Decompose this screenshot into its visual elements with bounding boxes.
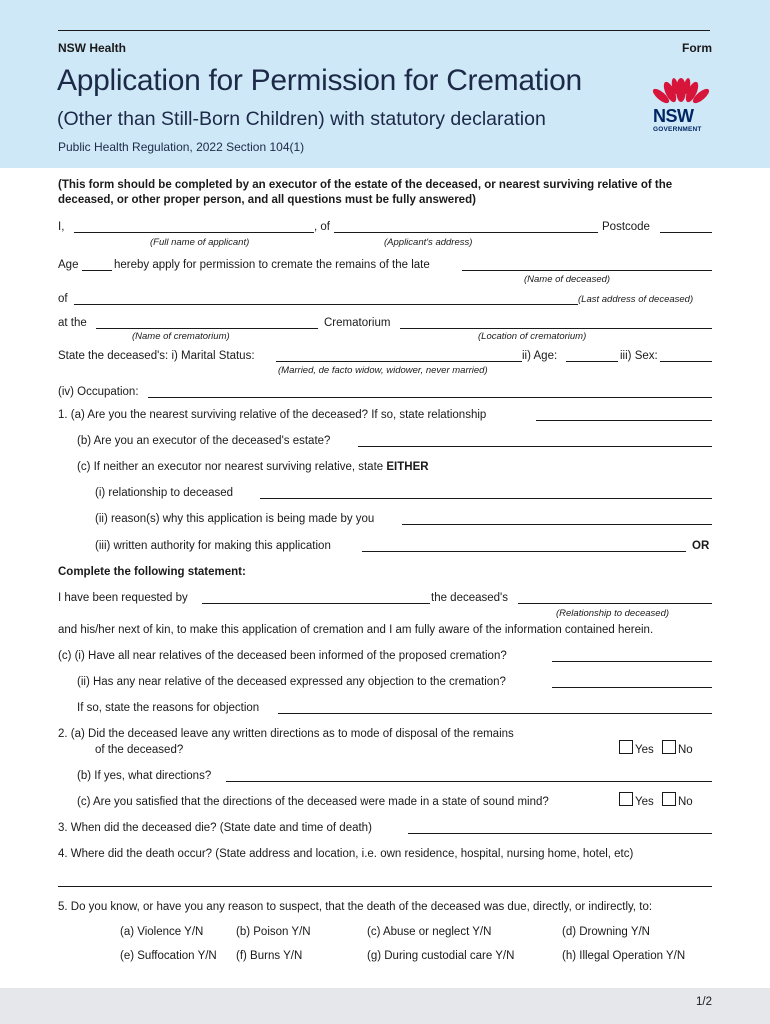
crematorium-name-hint: (Name of crematorium) <box>132 331 230 342</box>
requested-by-field[interactable] <box>202 603 430 604</box>
footer-band <box>0 988 770 1024</box>
q4-label: 4. Where did the death occur? (State address and location, i.e. own residence, hospital, nursing home, hotel, etc) <box>58 848 634 860</box>
regulation-reference: Public Health Regulation, 2022 Section 104(1) <box>58 140 305 154</box>
deceaseds-label: the deceased's <box>431 592 509 604</box>
of-label: , of <box>314 221 330 233</box>
q5-option-c: (c) Abuse or neglect Y/N <box>367 926 492 938</box>
q2c-yes-label: Yes <box>635 796 654 808</box>
q1c-ii-label: (ii) reason(s) why this application is being made by you <box>95 513 375 525</box>
header-rule <box>58 30 710 31</box>
q2a-no-label: No <box>678 744 693 756</box>
marital-status-field[interactable] <box>276 361 522 362</box>
form-label: Form <box>682 41 712 55</box>
postcode-label: Postcode <box>602 221 650 233</box>
apply-statement: hereby apply for permission to cremate the remains of the late <box>114 259 430 271</box>
q1b-field[interactable] <box>358 446 712 447</box>
q1c-iii-label: (iii) written authority for making this application <box>95 540 331 552</box>
crematorium-name-field[interactable] <box>96 328 318 329</box>
org-name: NSW Health <box>58 41 127 55</box>
kin-statement: and his/her next of kin, to make this application of cremation and I am fully aware of the information contained herein. <box>58 624 654 636</box>
q1a-label: 1. (a) Are you the nearest surviving relative of the deceased? If so, state relationship <box>58 409 487 421</box>
instruction-line-1: (This form should be completed by an executor of the estate of the deceased, or nearest surviving relative of the <box>58 179 673 191</box>
q2a-label-line-1: 2. (a) Did the deceased leave any written directions as to mode of disposal of the remains <box>58 728 514 740</box>
q4-field[interactable] <box>58 886 712 887</box>
applicant-prefix: I, <box>58 221 65 233</box>
objection-reasons-field[interactable] <box>278 713 712 714</box>
at-the-label: at the <box>58 317 87 329</box>
q5-label: 5. Do you know, or have you any reason to suspect, that the death of the deceased was due, directly, or indirectly, to: <box>58 901 653 913</box>
statement-heading: Complete the following statement: <box>58 566 246 578</box>
marital-status-hint: (Married, de facto widow, widower, never married) <box>278 365 488 376</box>
q1a-field[interactable] <box>536 420 712 421</box>
applicant-name-hint: (Full name of applicant) <box>150 237 250 248</box>
deceased-address-field[interactable] <box>74 304 578 305</box>
postcode-field[interactable] <box>660 232 712 233</box>
of-last-address-label: of <box>58 293 68 305</box>
q1c-ii-field[interactable] <box>402 524 712 525</box>
or-label: OR <box>692 540 710 552</box>
page-subtitle: (Other than Still-Born Children) with statutory declaration <box>57 108 546 130</box>
requested-by-label: I have been requested by <box>58 592 188 604</box>
crematorium-label: Crematorium <box>324 317 391 329</box>
nsw-logo-text: NSW <box>653 106 694 126</box>
q2c-yes-checkbox[interactable] <box>619 792 633 806</box>
q5-option-f: (f) Burns Y/N <box>236 950 303 962</box>
q2a-no-checkbox[interactable] <box>662 740 676 754</box>
marital-status-label: State the deceased's: i) Marital Status: <box>58 350 255 362</box>
occupation-label: (iv) Occupation: <box>58 386 139 398</box>
q1c-label: (c) If neither an executor nor nearest surviving relative, state EITHER <box>77 461 429 473</box>
either-emphasis: EITHER <box>386 461 429 473</box>
q5-option-e: (e) Suffocation Y/N <box>120 950 217 962</box>
applicant-address-hint: (Applicant's address) <box>384 237 473 248</box>
objection-reasons-label: If so, state the reasons for objection <box>77 702 260 714</box>
relationship-hint: (Relationship to deceased) <box>556 608 670 619</box>
deceased-address-hint: (Last address of deceased) <box>578 294 694 305</box>
q2c-label: (c) Are you satisfied that the directions of the deceased were made in a state of sound mind? <box>77 796 549 808</box>
q5-option-b: (b) Poison Y/N <box>236 926 311 938</box>
q2a-yes-label: Yes <box>635 744 654 756</box>
q5-option-g: (g) During custodial care Y/N <box>367 950 515 962</box>
q1b-label: (b) Are you an executor of the deceased's estate? <box>77 435 331 447</box>
q3-label: 3. When did the deceased die? (State date and time of death) <box>58 822 372 834</box>
qc-ii-label: (ii) Has any near relative of the deceased expressed any objection to the cremation? <box>77 676 506 688</box>
q2a-yes-checkbox[interactable] <box>619 740 633 754</box>
applicant-name-field[interactable] <box>74 232 314 233</box>
deceased-age-field[interactable] <box>566 361 618 362</box>
crematorium-location-hint: (Location of crematorium) <box>478 331 587 342</box>
q2b-field[interactable] <box>226 781 712 782</box>
qc-i-field[interactable] <box>552 661 712 662</box>
deceased-sex-label: iii) Sex: <box>620 350 658 362</box>
nsw-logo-subtext: GOVERNMENT <box>653 126 702 133</box>
q5-option-h: (h) Illegal Operation Y/N <box>562 950 686 962</box>
deceased-name-field[interactable] <box>462 270 712 271</box>
q3-field[interactable] <box>408 833 712 834</box>
applicant-age-field[interactable] <box>82 270 112 271</box>
q2c-no-label: No <box>678 796 693 808</box>
occupation-field[interactable] <box>148 397 712 398</box>
q2a-label-line-2: of the deceased? <box>95 744 184 756</box>
qc-i-label: (c) (i) Have all near relatives of the deceased been informed of the proposed cremation? <box>58 650 507 662</box>
instruction-line-2: deceased, or other proper person, and all questions must be fully answered) <box>58 194 476 206</box>
deceased-sex-field[interactable] <box>660 361 712 362</box>
qc-ii-field[interactable] <box>552 687 712 688</box>
applicant-address-field[interactable] <box>334 232 598 233</box>
q2c-no-checkbox[interactable] <box>662 792 676 806</box>
q1c-iii-field[interactable] <box>362 551 686 552</box>
page-number: 1/2 <box>696 996 712 1008</box>
page-title: Application for Permission for Cremation <box>57 64 582 97</box>
q1c-i-label: (i) relationship to deceased <box>95 487 234 499</box>
q2b-label: (b) If yes, what directions? <box>77 770 212 782</box>
crematorium-location-field[interactable] <box>400 328 712 329</box>
age-label: Age <box>58 259 79 271</box>
q5-option-a: (a) Violence Y/N <box>120 926 204 938</box>
q5-option-d: (d) Drowning Y/N <box>562 926 650 938</box>
relationship-field[interactable] <box>518 603 712 604</box>
q1c-i-field[interactable] <box>260 498 712 499</box>
deceased-name-hint: (Name of deceased) <box>524 274 611 285</box>
deceased-age-label: ii) Age: <box>522 350 558 362</box>
